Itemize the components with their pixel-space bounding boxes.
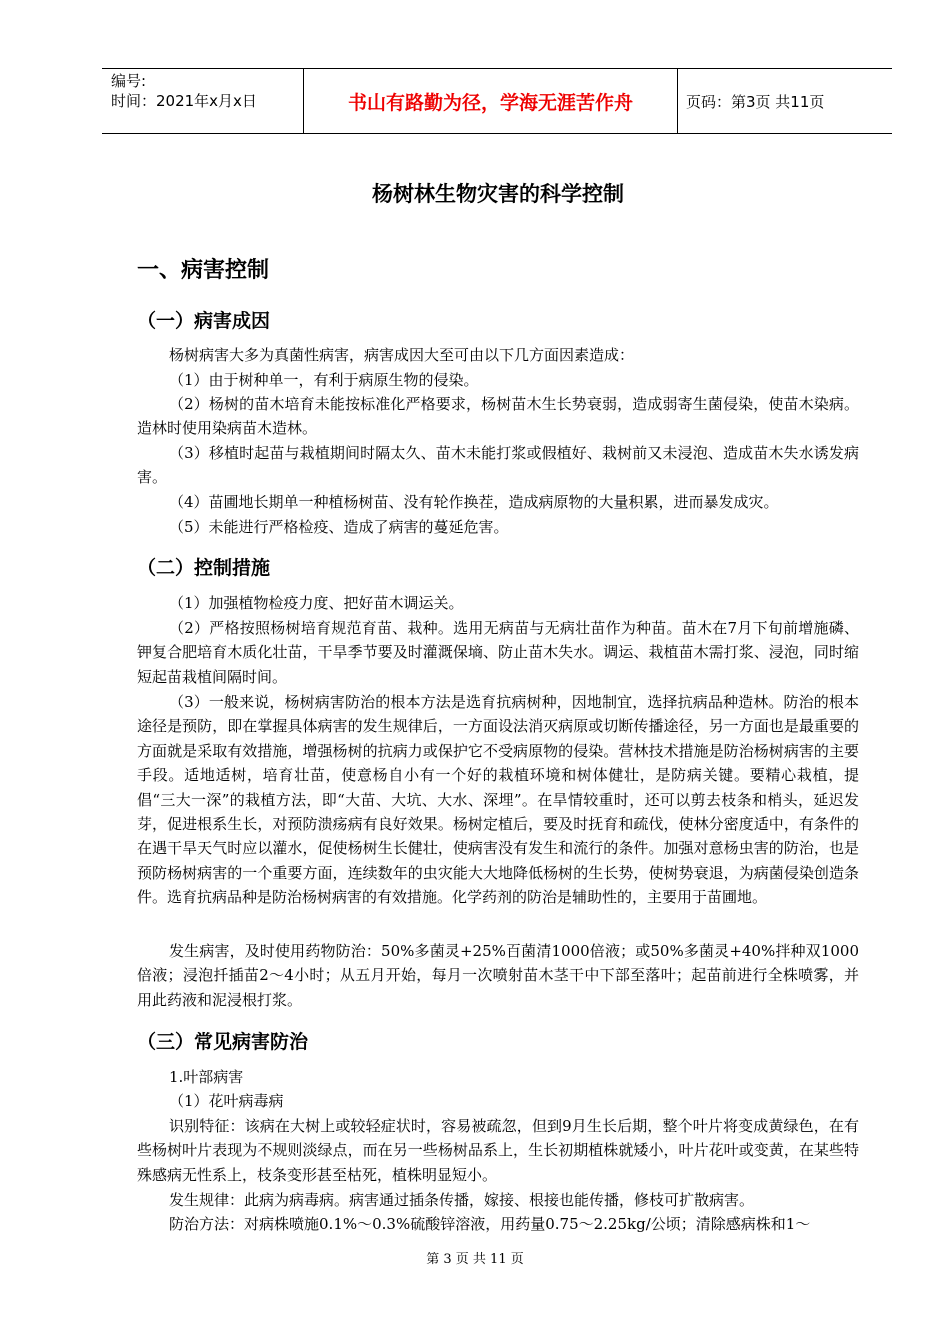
paragraph: 发生病害，及时使用药物防治：50%多菌灵+25%百菌清1000倍液；或50%多菌灵+40%拌种双1000倍液；浸泡扦插苗2～4小时；从五月开始，每月一次喷射苗木茎干中下部至落叶；起苗前进行全株喷雾，并用此药液和泥浸根打浆。 xyxy=(137,942,859,1009)
paragraph: （3）移植时起苗与栽植期间时隔太久、苗木未能打浆或假植好、栽树前又未浸泡、造成苗木失水诱发病害。 xyxy=(137,444,859,487)
time-label: 时间：2021年x月x日 xyxy=(111,92,257,110)
header-meta xyxy=(102,69,304,133)
paragraph: 杨树病害大多为真菌性病害，病害成因大至可由以下几方面因素造成： xyxy=(169,346,635,364)
paragraph: （4）苗圃地长期单一种植杨树苗、没有轮作换茬，造成病原物的大量积累，进而暴发成灾。 xyxy=(169,493,779,511)
number-label: 编号: xyxy=(111,72,147,90)
header-page-label: 页码：第3页 共11页 xyxy=(686,92,825,111)
paragraph: （5）未能进行严格检疫、造成了病害的蔓延危害。 xyxy=(169,518,509,536)
page-header xyxy=(102,68,892,134)
paragraph: （1）加强植物检疫力度、把好苗木调运关。 xyxy=(169,594,464,612)
paragraph: 发生规律：此病为病毒病。病害通过插条传播，嫁接、根接也能传播，修枝可扩散病害。 xyxy=(169,1191,755,1209)
page-footer: 第 3 页 共 11 页 xyxy=(426,1252,524,1267)
subsection-heading-causes: （一）病害成因 xyxy=(137,310,271,332)
paragraph: 防治方法：对病株喷施0.1%～0.3%硫酸锌溶液，用药量0.75～2.25kg/公顷；清除感病株和1～ xyxy=(169,1215,811,1233)
paragraph: （1）花叶病毒病 xyxy=(169,1092,284,1110)
header-motto: 书山有路勤为径，学海无涯苦作舟 xyxy=(304,69,678,133)
section-heading: 一、病害控制 xyxy=(137,258,270,283)
paragraph: （1）由于树种单一，有利于病原生物的侵染。 xyxy=(169,371,479,389)
paragraph: （2）杨树的苗木培育未能按标准化严格要求，杨树苗木生长势衰弱，造成弱寄生菌侵染，使苗木染病。造林时使用染病苗木造林。 xyxy=(137,395,859,438)
paragraph: （3）一般来说，杨树病害防治的根本方法是选育抗病树种，因地制宜，选择抗病品种造林。防治的根本途径是预防，即在掌握具体病害的发生规律后，一方面设法消灭病原或切断传播途径，另一方面也是最重要的方面就是采取有效措施，增强杨树的抗病力或保护它不受病原物的侵染。营林技术措施是防治杨树病害的主要手段。适地适树，培育壮苗，使意杨自小有一个好的栽植环境和树体健壮，是防病关键。要精心栽植，提倡“三大一深”的栽植方法，即“大苗、大坑、大水、深埋”。在旱情较重时，还可以剪去枝条和梢头，延迟发芽，促进根系生长，对预防溃疡病有良好效果。杨树定植后，要及时抚育和疏伐，使林分密度适中，有条件的在遇干旱天气时应以灌水，促使杨树生长健壮，使病害没有发生和流行的条件。加强对意杨虫害的防治，也是预防杨树病害的一个重要方面，连续数年的虫灾能大大地降低杨树的生长势，使树势衰退，为病菌侵染创造条件。选育抗病品种是防治杨树病害的有效措施。化学药剂的防治是辅助性的，主要用于苗圃地。 xyxy=(137,693,859,907)
subsection-heading-measures: （二）控制措施 xyxy=(137,557,271,579)
document-title: 杨树林生物灾害的科学控制 xyxy=(372,182,624,206)
paragraph: 1.叶部病害 xyxy=(169,1068,244,1086)
subsection-heading-common-diseases: （三）常见病害防治 xyxy=(137,1031,309,1053)
paragraph: 识别特征：该病在大树上或较轻症状时，容易被疏忽，但到9月生长后期，整个叶片将变成黄绿色，在有些杨树叶片表现为不规则淡绿点，而在另一些杨树品系上，生长初期植株就矮小，叶片花叶或变黄，在某些特殊感病无性系上，枝条变形甚至枯死，植株明显短小。 xyxy=(137,1117,859,1184)
paragraph: （2）严格按照杨树培育规范育苗、栽种。选用无病苗与无病壮苗作为种苗。苗木在7月下旬前增施磷、钾复合肥培育木质化壮苗，干旱季节要及时灌溉保墒、防止苗木失水。调运、栽植苗木需打浆、浸泡，同时缩短起苗栽植间隔时间。 xyxy=(137,619,859,686)
